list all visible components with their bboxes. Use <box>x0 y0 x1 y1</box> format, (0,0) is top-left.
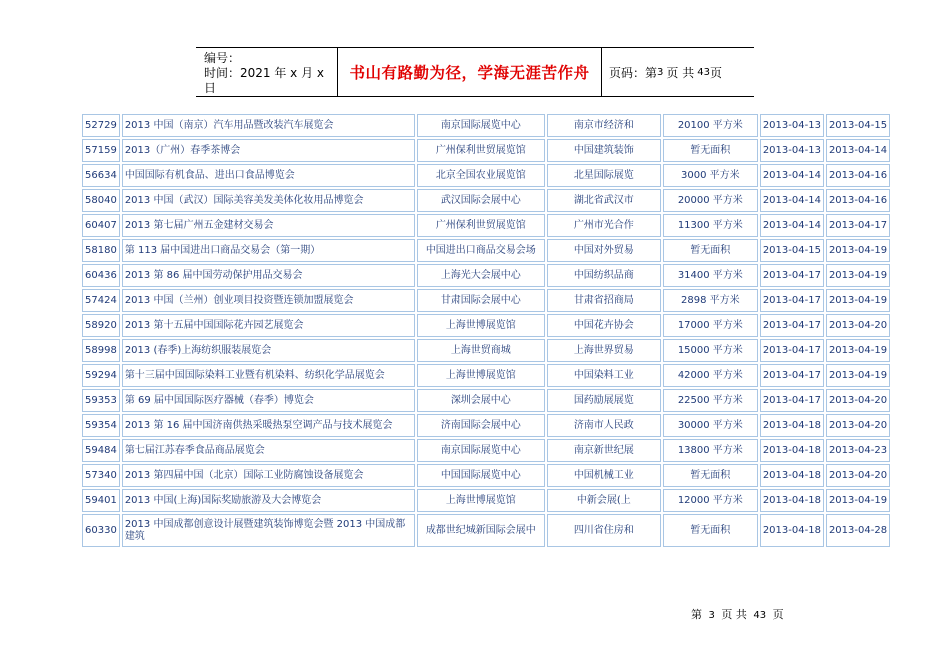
cell-organizer: 中国花卉协会 <box>547 314 661 337</box>
cell-area: 17000 平方米 <box>663 314 758 337</box>
cell-area: 3000 平方米 <box>663 164 758 187</box>
cell-id: 59354 <box>82 414 120 437</box>
table-row <box>82 389 890 412</box>
cell-area: 暂无面积 <box>663 464 758 487</box>
cell-organizer: 济南市人民政 <box>547 414 661 437</box>
cell-area: 15000 平方米 <box>663 339 758 362</box>
cell-start-date: 2013-04-15 <box>760 239 824 262</box>
cell-start-date: 2013-04-18 <box>760 414 824 437</box>
cell-end-date: 2013-04-19 <box>826 339 890 362</box>
cell-venue: 上海世博展览馆 <box>417 314 545 337</box>
header-motto: 书山有路勤为径，学海无涯苦作舟 <box>338 48 602 96</box>
cell-exhibition-name: 2013 中国（兰州）创业项目投资暨连锁加盟展览会 <box>122 289 415 312</box>
cell-end-date: 2013-04-20 <box>826 464 890 487</box>
cell-area: 22500 平方米 <box>663 389 758 412</box>
cell-exhibition-name: 2013 中国(上海)国际奖励旅游及大会博览会 <box>122 489 415 512</box>
cell-organizer: 中国纺织品商 <box>547 264 661 287</box>
doc-date: 时间：2021 年 x 月 x 日 <box>204 66 325 95</box>
footer-prefix: 第 <box>691 608 702 621</box>
cell-id: 59294 <box>82 364 120 387</box>
table-row <box>82 114 890 137</box>
cell-end-date: 2013-04-16 <box>826 164 890 187</box>
cell-start-date: 2013-04-14 <box>760 164 824 187</box>
cell-venue: 济南国际会展中心 <box>417 414 545 437</box>
cell-end-date: 2013-04-15 <box>826 114 890 137</box>
table-row <box>82 364 890 387</box>
cell-exhibition-name: 2013 第 16 届中国济南供热采暖热泵空调产品与技术展览会 <box>122 414 415 437</box>
cell-exhibition-name: 2013 中国（武汉）国际美容美发美体化妆用品博览会 <box>122 189 415 212</box>
cell-venue: 上海光大会展中心 <box>417 264 545 287</box>
cell-exhibition-name: 第 113 届中国进出口商品交易会（第一期） <box>122 239 415 262</box>
cell-organizer: 中国染料工业 <box>547 364 661 387</box>
cell-area: 12000 平方米 <box>663 489 758 512</box>
footer-mid: 页 共 <box>721 608 747 621</box>
cell-organizer: 中国对外贸易 <box>547 239 661 262</box>
cell-exhibition-name: 第七届江苏春季食品商品展览会 <box>122 439 415 462</box>
header-info-cell <box>196 48 338 96</box>
cell-start-date: 2013-04-13 <box>760 114 824 137</box>
cell-organizer: 南京新世纪展 <box>547 439 661 462</box>
cell-start-date: 2013-04-17 <box>760 264 824 287</box>
table-row <box>82 289 890 312</box>
cell-id: 57424 <box>82 289 120 312</box>
table-row <box>82 189 890 212</box>
cell-exhibition-name: 第 69 届中国国际医疗器械（春季）博览会 <box>122 389 415 412</box>
cell-id: 59401 <box>82 489 120 512</box>
page-header <box>196 47 754 97</box>
cell-venue: 上海世博展览馆 <box>417 364 545 387</box>
table-row <box>82 489 890 512</box>
cell-area: 20100 平方米 <box>663 114 758 137</box>
header-page-number <box>602 48 754 96</box>
page-footer <box>691 606 784 622</box>
table-row <box>82 214 890 237</box>
cell-venue: 武汉国际会展中心 <box>417 189 545 212</box>
cell-organizer: 广州市光合作 <box>547 214 661 237</box>
cell-organizer: 国药励展展览 <box>547 389 661 412</box>
cell-start-date: 2013-04-17 <box>760 364 824 387</box>
cell-end-date: 2013-04-19 <box>826 364 890 387</box>
table-row <box>82 139 890 162</box>
cell-end-date: 2013-04-19 <box>826 289 890 312</box>
cell-start-date: 2013-04-14 <box>760 214 824 237</box>
cell-area: 30000 平方米 <box>663 414 758 437</box>
cell-id: 58180 <box>82 239 120 262</box>
cell-area: 20000 平方米 <box>663 189 758 212</box>
cell-id: 57340 <box>82 464 120 487</box>
cell-id: 60407 <box>82 214 120 237</box>
cell-id: 57159 <box>82 139 120 162</box>
cell-organizer: 中国机械工业 <box>547 464 661 487</box>
cell-id: 56634 <box>82 164 120 187</box>
cell-end-date: 2013-04-14 <box>826 139 890 162</box>
cell-exhibition-name: 中国国际有机食品、进出口食品博览会 <box>122 164 415 187</box>
cell-exhibition-name: 2013 (春季)上海纺织服装展览会 <box>122 339 415 362</box>
footer-current-page: 3 <box>708 610 715 621</box>
cell-organizer: 北星国际展览 <box>547 164 661 187</box>
cell-start-date: 2013-04-18 <box>760 489 824 512</box>
cell-start-date: 2013-04-17 <box>760 389 824 412</box>
page-end: 页 <box>709 65 722 80</box>
cell-id: 59484 <box>82 439 120 462</box>
cell-organizer: 甘肃省招商局 <box>547 289 661 312</box>
cell-venue: 上海世贸商城 <box>417 339 545 362</box>
cell-end-date: 2013-04-20 <box>826 314 890 337</box>
cell-id: 58920 <box>82 314 120 337</box>
footer-suffix: 页 <box>772 608 784 621</box>
cell-exhibition-name: 2013（广州）春季茶博会 <box>122 139 415 162</box>
cell-id: 58040 <box>82 189 120 212</box>
cell-venue: 成都世纪城新国际会展中 <box>417 514 545 547</box>
table-row <box>82 164 890 187</box>
cell-organizer: 南京市经济和 <box>547 114 661 137</box>
cell-area: 2898 平方米 <box>663 289 758 312</box>
cell-area: 42000 平方米 <box>663 364 758 387</box>
cell-exhibition-name: 2013 第七届广州五金建材交易会 <box>122 214 415 237</box>
cell-end-date: 2013-04-20 <box>826 414 890 437</box>
cell-id: 60436 <box>82 264 120 287</box>
cell-start-date: 2013-04-17 <box>760 289 824 312</box>
cell-id: 58998 <box>82 339 120 362</box>
cell-area: 暂无面积 <box>663 239 758 262</box>
cell-id: 59353 <box>82 389 120 412</box>
page-mid: 页 共 <box>666 65 695 80</box>
cell-area: 11300 平方米 <box>663 214 758 237</box>
exhibition-table <box>80 112 892 549</box>
cell-venue: 北京全国农业展览馆 <box>417 164 545 187</box>
doc-code-label: 编号： <box>204 51 241 65</box>
table-row <box>82 339 890 362</box>
cell-organizer: 四川省住房和 <box>547 514 661 547</box>
footer-total-pages: 43 <box>753 610 767 621</box>
page-label: 页码：第 <box>609 65 658 80</box>
cell-start-date: 2013-04-17 <box>760 314 824 337</box>
table-row <box>82 514 890 547</box>
cell-end-date: 2013-04-19 <box>826 264 890 287</box>
table-row <box>82 414 890 437</box>
cell-area: 暂无面积 <box>663 514 758 547</box>
table-row <box>82 264 890 287</box>
cell-exhibition-name: 2013 第四届中国（北京）国际工业防腐蚀设备展览会 <box>122 464 415 487</box>
cell-area: 13800 平方米 <box>663 439 758 462</box>
cell-exhibition-name: 2013 第 86 届中国劳动保护用品交易会 <box>122 264 415 287</box>
cell-organizer: 湖北省武汉市 <box>547 189 661 212</box>
cell-venue: 深圳会展中心 <box>417 389 545 412</box>
cell-start-date: 2013-04-14 <box>760 189 824 212</box>
cell-start-date: 2013-04-18 <box>760 439 824 462</box>
cell-organizer: 上海世界贸易 <box>547 339 661 362</box>
cell-venue: 上海世博展览馆 <box>417 489 545 512</box>
cell-venue: 中国进出口商品交易会场 <box>417 239 545 262</box>
cell-venue: 南京国际展览中心 <box>417 114 545 137</box>
cell-end-date: 2013-04-17 <box>826 214 890 237</box>
cell-start-date: 2013-04-13 <box>760 139 824 162</box>
cell-end-date: 2013-04-19 <box>826 239 890 262</box>
cell-end-date: 2013-04-20 <box>826 389 890 412</box>
cell-venue: 广州保利世贸展览馆 <box>417 139 545 162</box>
cell-area: 暂无面积 <box>663 139 758 162</box>
page-current: 3 <box>657 66 664 78</box>
cell-area: 31400 平方米 <box>663 264 758 287</box>
cell-id: 52729 <box>82 114 120 137</box>
cell-start-date: 2013-04-17 <box>760 339 824 362</box>
cell-end-date: 2013-04-23 <box>826 439 890 462</box>
cell-venue: 甘肃国际会展中心 <box>417 289 545 312</box>
cell-end-date: 2013-04-28 <box>826 514 890 547</box>
table-row <box>82 314 890 337</box>
cell-exhibition-name: 2013 中国（南京）汽车用品暨改装汽车展览会 <box>122 114 415 137</box>
cell-organizer: 中国建筑装饰 <box>547 139 661 162</box>
cell-venue: 中国国际展览中心 <box>417 464 545 487</box>
cell-venue: 南京国际展览中心 <box>417 439 545 462</box>
cell-exhibition-name: 2013 第十五届中国国际花卉园艺展览会 <box>122 314 415 337</box>
cell-start-date: 2013-04-18 <box>760 464 824 487</box>
table-row <box>82 239 890 262</box>
cell-end-date: 2013-04-19 <box>826 489 890 512</box>
cell-exhibition-name: 第十三届中国国际染料工业暨有机染料、纺织化学品展览会 <box>122 364 415 387</box>
table-row <box>82 464 890 487</box>
cell-venue: 广州保利世贸展览馆 <box>417 214 545 237</box>
cell-end-date: 2013-04-16 <box>826 189 890 212</box>
cell-id: 60330 <box>82 514 120 547</box>
cell-start-date: 2013-04-18 <box>760 514 824 547</box>
cell-exhibition-name: 2013 中国成都创意设计展暨建筑装饰博览会暨 2013 中国成都建筑 <box>122 514 415 547</box>
page-total: 43 <box>697 66 710 78</box>
cell-organizer: 中新会展(上 <box>547 489 661 512</box>
table-row <box>82 439 890 462</box>
